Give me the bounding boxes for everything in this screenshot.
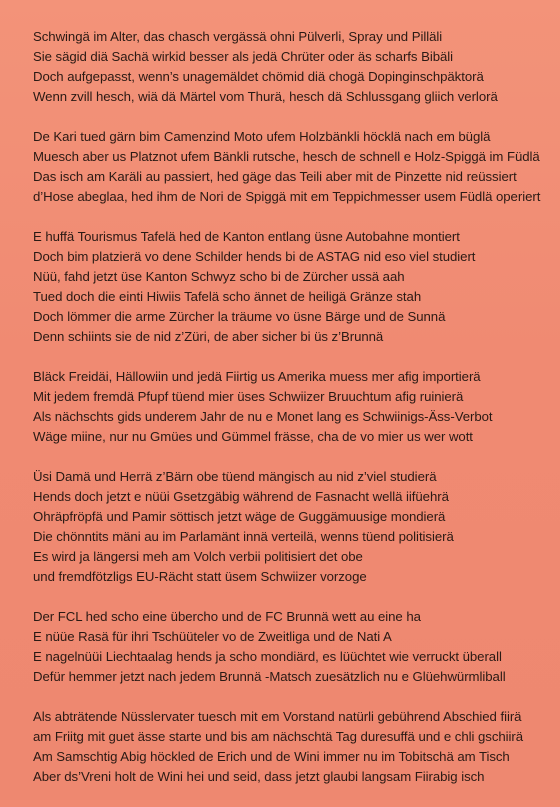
stanza-7 (33, 707, 553, 787)
poem-line: Als nächschts gids underem Jahr de nu e Monet lang es Schwiinigs-Äss-Verbot (33, 409, 493, 424)
poem-line: Üsi Damä und Herrä z’Bärn obe tüend mängisch au nid z’viel studierä (33, 469, 437, 484)
poem-line: Am Samschtig Abig höckled de Erich und de Wini immer nu im Tobitschä am Tisch (33, 749, 510, 764)
poem-line: Es wird ja längersi meh am Volch verbii politisiert det obe (33, 549, 363, 564)
poem-line: am Friitg mit guet ässe starte und bis am nächschtä Tag duresuffä und e chli gschiirä (33, 729, 524, 744)
poem-line: Mit jedem fremdä Pfupf tüend mier üses Schwiizer Bruuchtum afig ruinierä (33, 389, 464, 404)
poem-text (33, 27, 553, 807)
poem-line: E nüüe Rasä für ihri Tschüüteler vo de Zweitliga und de Nati A (33, 629, 392, 644)
poem-line: De Kari tued gärn bim Camenzind Moto ufem Holzbänkli höcklä nach em büglä (33, 129, 491, 144)
stanza-5 (33, 467, 553, 587)
poem-line: d’Hose abeglaa, hed ihm de Nori de Spiggä mit em Teppichmesser usem Füdlä operiert (33, 189, 541, 204)
poem-line: Die chönntits mäni au im Parlamänt innä verteilä, wenns tüend politisierä (33, 529, 454, 544)
poem-line: Das isch am Karäli au passiert, hed gäge das Teili aber mit de Pinzette nid reüssiert (33, 169, 517, 184)
poem-line: E nagelnüüi Liechtaalag hends ja scho mondiärd, es lüüchtet wie verruckt überall (33, 649, 502, 664)
poem-line: Sie sägid diä Sachä wirkid besser als jedä Chrüter oder äs scharfs Bibäli (33, 49, 454, 64)
stanza-1 (33, 27, 553, 107)
poem-line: Als abträtende Nüsslervater tuesch mit em Vorstand natürli gebührend Abschied fiirä (33, 709, 522, 724)
poem-line: Wenn zvill hesch, wiä dä Märtel vom Thurä, hesch dä Schlussgang gliich verlorä (33, 89, 498, 104)
poem-line: Defür hemmer jetzt nach jedem Brunnä -Matsch zuesätzlich nu e Glüehwürmliball (33, 669, 506, 684)
stanza-6 (33, 607, 553, 687)
poem-line: Muesch aber us Platznot ufem Bänkli rutsche, hesch de schnell e Holz-Spiggä im Füdlä (33, 149, 540, 164)
poem-line: Denn schiints sie de nid z’Züri, de aber sicher bi üs z’Brunnä (33, 329, 384, 344)
poem-line: Ohräpfröpfä und Pamir söttisch jetzt wäge de Guggämuusige mondierä (33, 509, 446, 524)
stanza-3 (33, 227, 553, 347)
poem-line: Wäge miine, nur nu Gmües und Gümmel frässe, cha de vo mier us wer wott (33, 429, 473, 444)
poem-line: Hends doch jetzt e nüüi Gsetzgäbig während de Fasnacht wellä iifüehrä (33, 489, 449, 504)
poem-line: Schwingä im Alter, das chasch vergässä ohni Pülverli, Spray und Pilläli (33, 29, 443, 44)
poem-line: Doch aufgepasst, wenn’s unagemäldet chömid diä chogä Dopinginschpäktorä (33, 69, 484, 84)
poem-line: E huffä Tourismus Tafelä hed de Kanton entlang üsne Autobahne montiert (33, 229, 460, 244)
poem-line: Doch bim platzierä vo dene Schilder hends bi de ASTAG nid eso viel studiert (33, 249, 476, 264)
poem-line: und fremdfötzligs EU-Rächt statt üsem Schwiizer vorzoge (33, 569, 367, 584)
stanza-4 (33, 367, 553, 447)
poem-line: Tued doch die einti Hiwiis Tafelä scho ännet de heiligä Gränze stah (33, 289, 422, 304)
poem-line: Nüü, fahd jetzt üse Kanton Schwyz scho bi de Zürcher ussä aah (33, 269, 405, 284)
poem-line: Bläck Freidäi, Hällowiin und jedä Fiirtig us Amerika muess mer afig importierä (33, 369, 481, 384)
poem-line: Der FCL hed scho eine übercho und de FC Brunnä wett au eine ha (33, 609, 421, 624)
poem-line: Aber ds’Vreni holt de Wini hei und seid, dass jetzt glaubi langsam Fiirabig isch (33, 769, 485, 784)
poem-line: Doch lömmer die arme Zürcher la träume vo üsne Bärge und de Sunnä (33, 309, 446, 324)
stanza-2 (33, 127, 553, 207)
